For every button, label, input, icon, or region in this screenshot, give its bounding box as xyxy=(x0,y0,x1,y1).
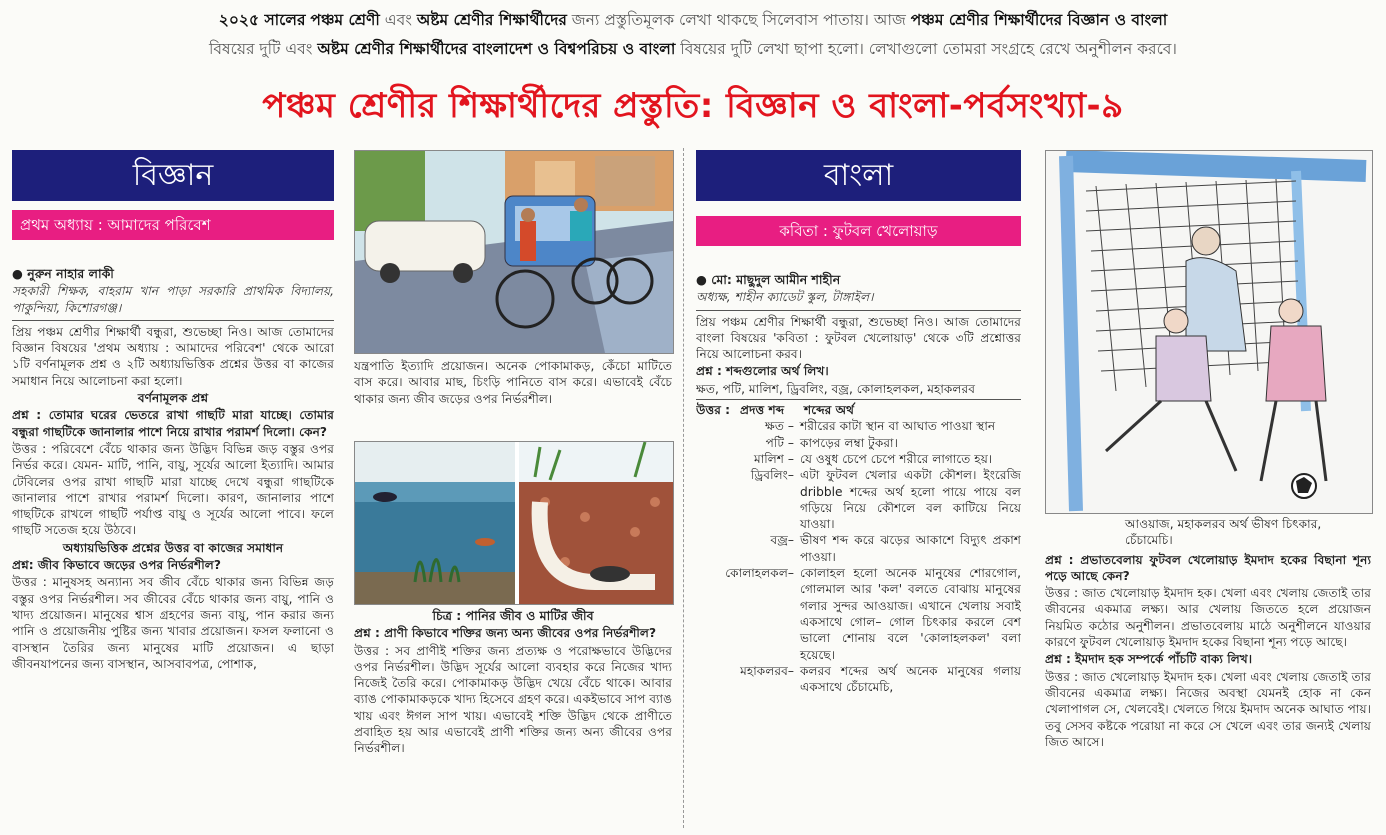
bangla-designation: অধ্যক্ষ, শাহীন ক্যাডেট স্কুল, টাঙ্গাইল। xyxy=(696,290,874,305)
definition-term: মহাকলরব– xyxy=(740,663,794,678)
definition-term: ড্রিবলিং– xyxy=(750,468,794,483)
definition-row xyxy=(696,451,1021,467)
bangla-answer-2: উত্তর : জাত খেলোয়াড় ইমদাদ হক। খেলা এবং খেলায় জেতাই তার জীবনের একমাত্র লক্ষ্য। আর খেলায় জিততে হলে প্রয়োজন নিয়মিত কঠোর অনুশীলন। প্রভাতবেলায় মাঠে অনুশীলনে যাওয়ার কারণে ফুটবল খেলোয়াড় ইমদাদ হকের বিছানা শূন্য পড়ে আছে। xyxy=(1045,586,1371,650)
science-answer-2-continued: যন্ত্রপাতি ইত্যাদি প্রয়োজন। অনেক পোকামাকড়, কেঁচো মাটিতে বাস করে। আবার মাছ, চিংড়ি পানিতে বাস করে। এভাবেই বেঁচে থাকার জন্য জীব জড়ের ওপর নির্ভরশীল। xyxy=(354,359,672,406)
column-divider xyxy=(683,148,684,828)
intro-text: পঞ্চম শ্রেণী xyxy=(310,11,380,29)
intro-text: এবং xyxy=(384,11,412,29)
bangla-author: ● মো: মাছুদুল আমীন শাহীন xyxy=(696,272,841,287)
definition-header-row xyxy=(696,402,1021,418)
science-question-1: প্রশ্ন : তোমার ঘরের ভেতরে রাখা গাছটি মারা যাচ্ছে। তোমার বন্ধুরা গাছটিকে জানালার পাশে নিয়ে রাখার পরামর্শ দিলো। কেন? xyxy=(12,408,334,439)
bangla-column xyxy=(696,150,1021,830)
intro-text: অষ্টম শ্রেণীর শিক্ষার্থীদের বাংলাদেশ ও বিশ্বপরিচয় ও বাংলা xyxy=(317,40,676,58)
definition-meaning: কোলাহল হলো অনেক মানুষের শোরগোল, গোলমাল আর 'কল' বলতে বোঝায় মানুষের গলার সুন্দর আওয়াজ। এখানে খেলায় সবাই একসাথে গোল– গোল চিৎকার করলে বেশ ভালো শোনায় বলে 'কোলাহলকল' বলা হয়েছে। xyxy=(800,566,1021,662)
answer-label: উত্তর : xyxy=(696,403,731,418)
right-column xyxy=(1045,516,1371,832)
definition-meaning: কাপড়ের লম্বা টুকরা। xyxy=(800,435,898,450)
intro-line-2 xyxy=(10,35,1376,64)
column-header-meaning: শব্দের অর্থ xyxy=(804,403,855,418)
definition-term: কোলাহলকল– xyxy=(725,566,794,581)
science-answer-3: উত্তর : সব প্রাণীই শক্তির জন্য প্রত্যক্ষ ও পরোক্ষভাবে উদ্ভিদের ওপর নির্ভরশীল। উদ্ভিদ সূর্যের আলো ব্যবহার করে নিজের খাদ্য নিজেই তৈরি করে। পোকামাকড় উদ্ভিদ খেয়ে বেঁচে থাকে। আবার ব্যাঙ পোকামাকড়কে খাদ্য হিসেবে গ্রহণ করে। একইভাবে সাপ ব্যাঙ খায় এবং ঈগল সাপ খায়। এভাবেই শক্তি উদ্ভিদ থেকে প্রাণীতে প্রবাহিত হয় আর এভাবেই প্রাণী শক্তির জন্য অন্য জীবের ওপর নির্ভরশীল। xyxy=(354,643,672,756)
definition-meaning: কলরব শব্দের অর্থ অনেক মানুষের গলায় একসাথে চেঁচামেচি, xyxy=(800,663,1021,695)
science-author: ● নুরুন নাহার লাকী xyxy=(12,266,114,281)
middle-continued-text xyxy=(354,358,672,438)
middle-lower-column xyxy=(354,608,672,830)
intro-text: পঞ্চম শ্রেণীর শিক্ষার্থীদের বিজ্ঞান ও বাংলা xyxy=(910,11,1168,29)
science-subhead-descriptive: বর্ণনামূলক প্রশ্ন xyxy=(137,391,209,406)
definition-row xyxy=(696,565,1021,663)
science-intro: প্রিয় পঞ্চম শ্রেণীর শিক্ষার্থী বন্ধুরা, শুভেচ্ছা নিও। আজ তোমাদের বিজ্ঞান বিষয়ের 'প্রথম অধ্যায় : আমাদের পরিবেশ' থেকে আরো ১টি বর্ণনামূলক প্রশ্ন ও ২টি অধ্যায়ভিত্তিক প্রশ্নের উত্তর বা কাজের সমাধান নিয়ে আলোচনা করা হলো। xyxy=(12,324,334,388)
bangla-poem-bar: কবিতা : ফুটবল খেলোয়াড় xyxy=(696,216,1021,246)
definition-term: ক্ষত – xyxy=(765,419,794,434)
definition-term: পটি – xyxy=(765,435,794,450)
definition-meaning: এটা ফুটবল খেলার একটা কৌশল। ইংরেজি dribble শব্দের অর্থ হলো পায়ে পায়ে বল গড়িয়ে নিয়ে কৌশলে বল কাটিয়ে নিয়ে যাওয়া। xyxy=(800,468,1021,532)
intro-text: অষ্টম শ্রেণীর শিক্ষার্থীদের xyxy=(416,11,567,29)
science-subhead-chapter: অধ্যায়ভিত্তিক প্রশ্নের উত্তর বা কাজের সমাধান xyxy=(62,540,284,555)
definition-list xyxy=(696,418,1021,695)
bangla-definition-continued: আওয়াজ, মহাকলরব অর্থ ভীষণ চিৎকার, চেঁচামেচি। xyxy=(1125,517,1322,548)
science-question-2: প্রশ্ন: জীব কিভাবে জড়ের ওপর নির্ভরশীল? xyxy=(12,558,221,573)
intro-line-1 xyxy=(10,6,1376,35)
bangla-intro: প্রিয় পঞ্চম শ্রেণীর শিক্ষার্থী বন্ধুরা, শুভেচ্ছা নিও। আজ তোমাদের বাংলা বিষয়ের 'কবিতা : ফুটবল খেলোয়াড়' থেকে ৩টি প্রশ্নোত্তর নিয়ে আলোচনা করব। xyxy=(696,314,1021,362)
page-headline: পঞ্চম শ্রেণীর শিক্ষার্থীদের প্রস্তুতি: বিজ্ঞান ও বাংলা-পর্বসংখ্যা-৯ xyxy=(262,86,1124,126)
definition-row xyxy=(696,467,1021,532)
science-chapter-bar: প্রথম অধ্যায় : আমাদের পরিবেশ xyxy=(12,210,334,240)
bangla-answer-3: উত্তর : জাত খেলোয়াড় ইমদাদ হক। খেলা এবং খেলায় জেতাই তার জীবনের একমাত্র লক্ষ্য। নিজের অবস্থা যেমনই হোক না কেন খেলাপাগল সে, খেলবেই। খেলতে গিয়ে ইমদাদ অনেক আঘাত পায়। তবু সেসব কষ্টকে পরোয়া না করে সে খেলে এবং তার জন্যই খেলায় জিত আসে। xyxy=(1045,669,1371,749)
street-scene-image xyxy=(355,151,673,353)
bangla-header: বাংলা xyxy=(696,150,1021,201)
intro-text: বিষয়ের দুটি লেখা ছাপা হলো। লেখাগুলো তোমরা সংগ্রহে রেখে অনুশীলন করবে। xyxy=(680,40,1177,58)
bangla-question-1: প্রশ্ন : শব্দগুলোর অর্থ লিখ। xyxy=(696,364,829,379)
definition-meaning: যে ওষুধ চেপে চেপে শরীরে লাগাতে হয়। xyxy=(800,451,993,466)
bangla-question-3: প্রশ্ন : ইমদাদ হক সম্পর্কে পাঁচটি বাক্য লিখ। xyxy=(1045,652,1253,667)
science-column xyxy=(12,150,334,830)
definition-meaning: ভীষণ শব্দ করে ঝড়ের আকাশে বিদ্যুৎ প্রকাশ পাওয়া। xyxy=(800,533,1021,564)
science-designation: সহকারী শিক্ষক, বাহরাম খান পাড়া সরকারি প্রাথমিক বিদ্যালয়, পাকুন্দিয়া, কিশোরগঞ্জ। xyxy=(12,284,334,315)
intro-text: ২০২৫ সালের xyxy=(218,11,306,29)
bangla-word-list: ক্ষত, পটি, মালিশ, ড্রিবলিং, বজ্র, কোলাহলকল, মহাকলরব xyxy=(696,381,976,396)
water-soil-illustration xyxy=(354,441,674,605)
definition-row xyxy=(696,418,1021,434)
science-answer-2: উত্তর : মানুষসহ অন্যান্য সব জীব বেঁচে থাকার জন্য বিভিন্ন জড় বস্তুর ওপর নির্ভরশীল। সব জীবের বেঁচে থাকার জন্য বায়ু, পানি ও খাদ্য প্রয়োজন। মানুষের শ্বাস গ্রহণের জন্য বায়ু, পান করার জন্য পানি ও প্রয়োজনীয় পুষ্টির জন্য খাবার প্রয়োজন। ফসল ফলানো ও বাসস্থান তৈরির জন্য মানুষের মাটি প্রয়োজন। এ ছাড়া জীবনযাপনের জন্য বাসস্থান, আসবাবপত্র, পোশাক, xyxy=(12,575,334,671)
definition-row xyxy=(696,435,1021,451)
science-header: বিজ্ঞান xyxy=(12,150,334,201)
definition-row xyxy=(696,532,1021,565)
science-answer-1: উত্তর : পরিবেশে বেঁচে থাকার জন্য উদ্ভিদ বিভিন্ন জড় বস্তুর ওপর নির্ভর করে। যেমন- মাটি, পানি, বায়ু, সূর্যের আলো ইত্যাদি। আমার টেবিলের ওপর রাখা গাছটি মারা যাচ্ছে দেখে বন্ধুরা গাছটিকে জানালার পাশে রাখার পরামর্শ দিলো। কারণ, জানালার পাশে গাছটিকে রাখলে গাছটি পর্যাপ্ত বায়ু ও সূর্যের আলো পাবে। ফলে গাছটি সতেজ হয়ে উঠবে। xyxy=(12,441,334,538)
football-players-image xyxy=(1046,151,1372,513)
street-illustration xyxy=(354,150,674,354)
column-header-word: প্রদত্ত শব্দ xyxy=(740,403,785,418)
definition-meaning: শরীরের কাটা স্থান বা আঘাত পাওয়া স্থান xyxy=(800,419,996,434)
definition-term: মালিশ – xyxy=(753,451,794,466)
definition-row xyxy=(696,663,1021,696)
definition-term: বজ্র– xyxy=(770,533,794,548)
figure-caption: চিত্র : পানির জীব ও মাটির জীব xyxy=(432,608,594,623)
football-illustration xyxy=(1045,150,1373,514)
intro xyxy=(10,6,1376,64)
intro-text: বিষয়ের দুটি এবং xyxy=(209,40,313,58)
intro-text: জন্য প্রস্তুতিমূলক লেখা থাকছে সিলেবাস পাতায়। আজ xyxy=(571,11,906,29)
science-question-3: প্রশ্ন : প্রাণী কিভাবে শক্তির জন্য অন্য জীবের ওপর নির্ভরশীল? xyxy=(354,626,657,641)
bangla-question-2: প্রশ্ন : প্রভাতবেলায় ফুটবল খেলোয়াড় ইমদাদ হকের বিছানা শূন্য পড়ে আছে কেন? xyxy=(1045,552,1371,583)
water-soil-image xyxy=(355,442,673,604)
